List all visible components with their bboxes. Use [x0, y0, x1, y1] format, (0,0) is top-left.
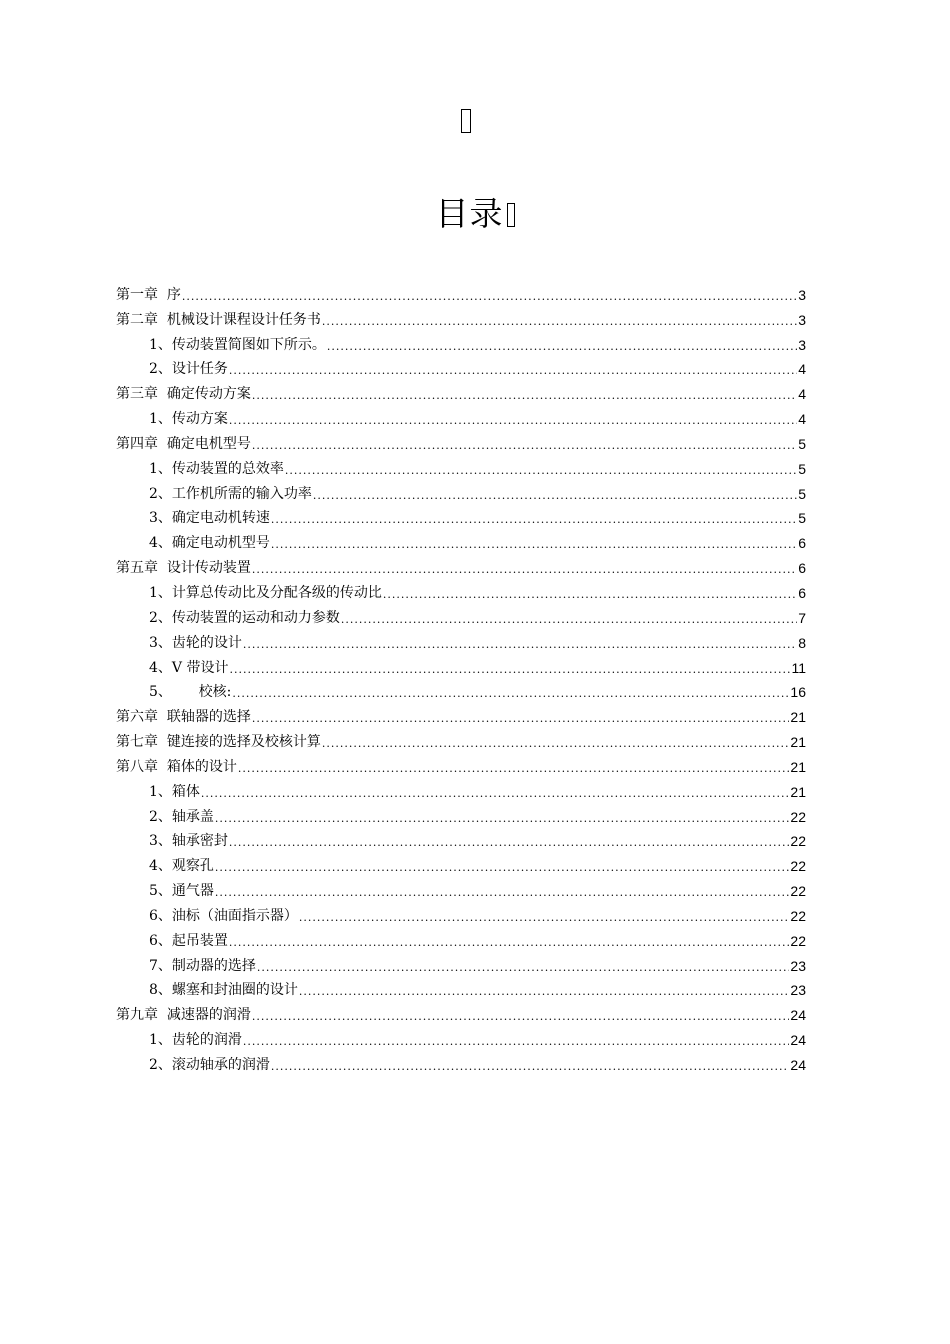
toc-section-entry[interactable] — [116, 1024, 806, 1049]
toc-section-entry[interactable] — [116, 478, 806, 503]
toc-page-number: 8 — [798, 634, 806, 651]
toc-section-entry[interactable] — [116, 875, 806, 900]
toc-leader-dots — [252, 712, 790, 726]
toc-section-entry[interactable] — [116, 577, 806, 602]
toc-leader-dots — [271, 538, 797, 552]
toc-entry-label: 1、传动装置的总效率 — [149, 460, 284, 477]
toc-page-number: 6 — [798, 584, 806, 601]
toc-leader-dots — [229, 663, 790, 677]
toc-entry-label: 第八章 箱体的设计 — [116, 758, 237, 775]
toc-section-entry[interactable] — [116, 950, 806, 975]
toc-entry-label: 第三章 确定传动方案 — [116, 386, 251, 403]
toc-page-number: 22 — [790, 808, 806, 825]
toc-chapter-entry[interactable] — [116, 428, 806, 453]
toc-entry-label: 4、观察孔 — [149, 858, 214, 875]
toc-page-number: 22 — [790, 907, 806, 924]
toc-leader-dots — [201, 787, 790, 801]
toc-chapter-entry[interactable] — [116, 751, 806, 776]
toc-leader-dots — [327, 340, 797, 354]
toc-entry-label: 4、确定电动机型号 — [149, 535, 270, 552]
toc-leader-dots — [229, 414, 797, 428]
toc-section-entry[interactable] — [116, 329, 806, 354]
toc-title — [0, 188, 950, 240]
toc-leader-dots — [252, 439, 797, 453]
toc-section-entry[interactable] — [116, 850, 806, 875]
toc-page-number: 22 — [790, 932, 806, 949]
toc-leader-dots — [257, 961, 790, 975]
toc-entry-label: 1、计算总传动比及分配各级的传动比 — [149, 584, 382, 601]
toc-leader-dots — [252, 389, 797, 403]
toc-section-entry[interactable] — [116, 453, 806, 478]
toc-page-number: 3 — [798, 311, 806, 328]
toc-leader-dots — [252, 1010, 790, 1024]
toc-entry-label: 3、确定电动机转速 — [149, 510, 270, 527]
toc-entry-label: 2、轴承盖 — [149, 808, 214, 825]
toc-page-number: 6 — [798, 535, 806, 552]
table-of-contents — [116, 279, 806, 1074]
toc-leader-dots — [238, 762, 790, 776]
toc-leader-dots — [229, 836, 790, 850]
toc-page-number: 23 — [790, 957, 806, 974]
toc-page-number: 5 — [798, 510, 806, 527]
toc-entry-label: 2、工作机所需的输入功率 — [149, 485, 312, 502]
toc-page-number: 24 — [790, 1057, 806, 1073]
toc-section-entry[interactable] — [116, 925, 806, 950]
toc-entry-label: 第一章 序 — [116, 286, 181, 303]
toc-page-number: 21 — [790, 783, 806, 800]
toc-leader-dots — [229, 936, 790, 950]
toc-entry-label: 2、传动装置的运动和动力参数 — [149, 609, 340, 626]
toc-section-entry[interactable] — [116, 627, 806, 652]
toc-leader-dots — [243, 1035, 790, 1049]
toc-leader-dots — [182, 290, 797, 304]
toc-page-number: 22 — [790, 833, 806, 850]
toc-entry-label: 第七章 键连接的选择及校核计算 — [116, 734, 321, 751]
toc-entry-label: 7、制动器的选择 — [149, 957, 256, 974]
toc-page-number: 4 — [798, 361, 806, 378]
toc-page-number: 3 — [798, 286, 806, 303]
toc-leader-dots — [215, 861, 790, 875]
toc-page-number: 4 — [798, 411, 806, 428]
toc-leader-dots — [215, 812, 790, 826]
toc-section-entry[interactable] — [116, 503, 806, 528]
toc-leader-dots — [243, 638, 797, 652]
toc-entry-label: 第五章 设计传动装置 — [116, 560, 251, 577]
toc-page-number: 4 — [798, 386, 806, 403]
toc-section-entry[interactable] — [116, 354, 806, 379]
toc-page-number: 5 — [798, 485, 806, 502]
toc-entry-label: 1、箱体 — [149, 783, 200, 800]
toc-page-number: 16 — [790, 684, 806, 701]
toc-entry-label: 1、传动方案 — [149, 411, 228, 428]
toc-section-entry[interactable] — [116, 1049, 806, 1074]
toc-leader-dots — [215, 886, 790, 900]
toc-page-number: 21 — [790, 758, 806, 775]
toc-chapter-entry[interactable] — [116, 378, 806, 403]
toc-page-number: 23 — [790, 982, 806, 999]
missing-glyph-icon — [461, 109, 471, 133]
toc-entry-label: 3、齿轮的设计 — [149, 634, 242, 651]
toc-page-number: 21 — [790, 734, 806, 751]
toc-section-entry[interactable] — [116, 677, 806, 702]
toc-section-entry[interactable] — [116, 826, 806, 851]
toc-entry-label: 2、设计任务 — [149, 361, 228, 378]
toc-section-entry[interactable] — [116, 801, 806, 826]
toc-entry-label: 8、螺塞和封油圈的设计 — [149, 982, 298, 999]
toc-leader-dots — [313, 489, 797, 503]
toc-entry-label: 4、V 带设计 — [149, 659, 229, 676]
toc-entry-label: 1、齿轮的润滑 — [149, 1032, 242, 1049]
toc-page-number: 22 — [790, 883, 806, 900]
toc-leader-dots — [299, 985, 790, 999]
toc-leader-dots — [341, 613, 797, 627]
toc-entry-label: 3、轴承密封 — [149, 833, 228, 850]
toc-leader-dots — [299, 911, 790, 925]
toc-section-entry[interactable] — [116, 776, 806, 801]
toc-entry-label: 第四章 确定电机型号 — [116, 435, 251, 452]
missing-glyph-icon — [507, 203, 515, 227]
toc-entry-label: 第二章 机械设计课程设计任务书 — [116, 311, 321, 328]
toc-leader-dots — [322, 315, 797, 329]
toc-entry-label: 第六章 联轴器的选择 — [116, 709, 251, 726]
toc-section-entry[interactable] — [116, 975, 806, 1000]
toc-chapter-entry[interactable] — [116, 726, 806, 751]
toc-page-number: 3 — [798, 336, 806, 353]
toc-entry-label: 6、油标（油面指示器） — [149, 907, 298, 924]
toc-leader-dots — [271, 1060, 790, 1074]
toc-title-text: 目录 — [435, 194, 504, 233]
toc-page-number: 21 — [790, 709, 806, 726]
toc-leader-dots — [271, 513, 797, 527]
toc-chapter-entry[interactable] — [116, 999, 806, 1024]
toc-leader-dots — [252, 563, 797, 577]
toc-page-number: 7 — [798, 609, 806, 626]
toc-page-number: 11 — [791, 659, 806, 676]
toc-entry-label: 第九章 减速器的润滑 — [116, 1007, 251, 1024]
toc-section-entry[interactable] — [116, 527, 806, 552]
toc-leader-dots — [383, 588, 797, 602]
toc-page-number: 22 — [790, 858, 806, 875]
toc-page-number: 5 — [798, 435, 806, 452]
toc-entry-label: 1、传动装置简图如下所示。 — [149, 336, 326, 353]
toc-chapter-entry[interactable] — [116, 304, 806, 329]
toc-entry-label: 5、通气器 — [149, 883, 214, 900]
toc-leader-dots — [322, 737, 790, 751]
toc-page-number: 5 — [798, 460, 806, 477]
toc-section-entry[interactable] — [116, 403, 806, 428]
toc-page-number: 24 — [790, 1032, 806, 1049]
toc-entry-label: 5、 校核: — [149, 684, 232, 701]
toc-section-entry[interactable] — [116, 652, 806, 677]
toc-page-number: 24 — [790, 1007, 806, 1024]
toc-leader-dots — [232, 687, 789, 701]
toc-entry-label: 2、滚动轴承的润滑 — [149, 1057, 270, 1073]
toc-chapter-entry[interactable] — [116, 552, 806, 577]
toc-entry-label: 6、起吊装置 — [149, 932, 228, 949]
toc-chapter-entry[interactable] — [116, 279, 806, 304]
toc-section-entry[interactable] — [116, 900, 806, 925]
toc-page-number: 6 — [798, 560, 806, 577]
toc-leader-dots — [285, 464, 797, 478]
toc-leader-dots — [229, 364, 797, 378]
toc-chapter-entry[interactable] — [116, 701, 806, 726]
toc-section-entry[interactable] — [116, 602, 806, 627]
